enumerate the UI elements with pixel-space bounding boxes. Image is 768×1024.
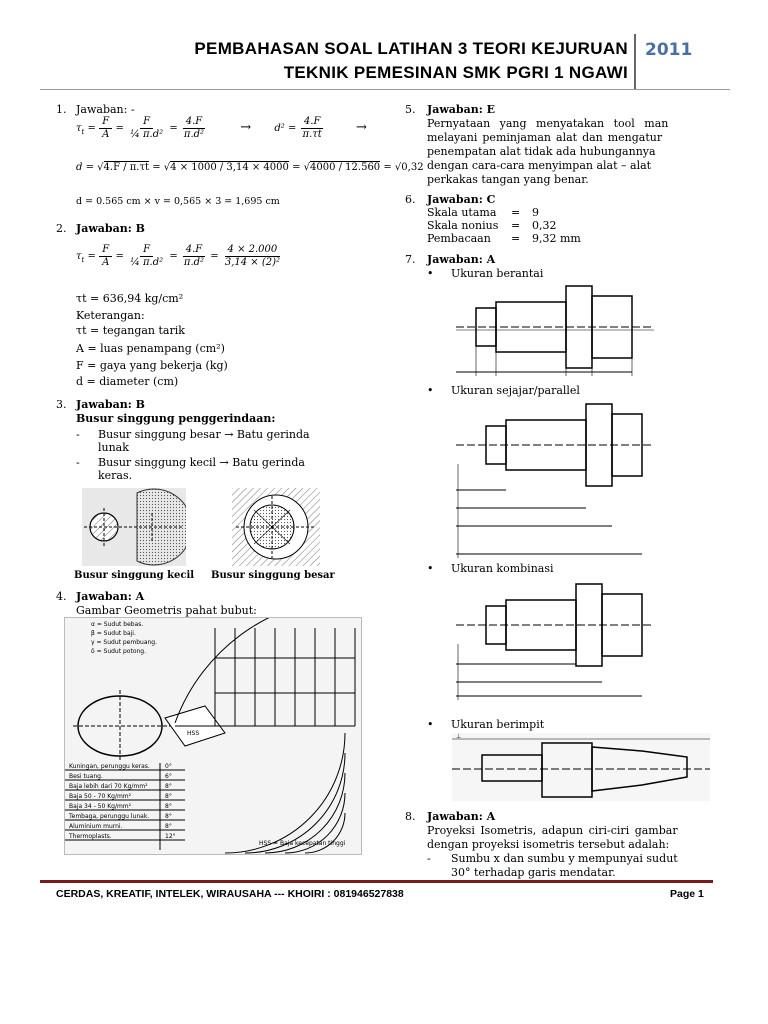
q6-row-1-eq: = xyxy=(511,206,521,219)
q3-bullet-2a: Busur singgung kecil → Batu gerinda xyxy=(98,456,305,469)
q7-item-1: Ukuran berantai xyxy=(451,267,544,280)
q4-number: 4. xyxy=(56,590,67,603)
q8-bullet-1: Sumbu x dan sumbu y mempunyai sudut xyxy=(451,852,678,865)
q5-line-5: perkakas tangan yang benar. xyxy=(427,173,589,186)
q6-title: Jawaban: C xyxy=(427,193,496,206)
q6-row-2-eq: = xyxy=(511,219,521,232)
footer-page: Page 1 xyxy=(670,888,704,900)
q3-bullet-1a: Busur singgung besar → Batu gerinda xyxy=(98,428,310,441)
q3-bullet-1b: lunak xyxy=(98,441,129,454)
q1-v2: 4 × 1000 / 3,14 × 4000 xyxy=(170,162,289,173)
hss-note: HSS = Baja kecepatan tinggi xyxy=(259,840,346,847)
q1-f4-den: π.d² xyxy=(183,129,205,140)
q2-result: τt = 636,94 kg/cm² xyxy=(76,292,184,305)
material-row-5: Baja 34 - 50 Kg/mm² xyxy=(69,803,132,810)
header-line-1: PEMBAHASAN SOAL LATIHAN 3 TEORI KEJURUAN xyxy=(194,39,628,58)
material-row-1: Kuningan, perunggu keras. xyxy=(69,763,150,770)
q7-bullet-4: • xyxy=(427,718,434,731)
q2-keterangan: Keterangan: xyxy=(76,309,145,322)
q2-formula: $\tau_t$ = $\frac{F}{A}$ = $\frac{F}{\text{¼ π.d²}}$ = $\frac{4.F}{\text{π.d²}}$ = $\frac{4 \times 2.000}{\text{3,14 × (2)²}}$ xyxy=(76,244,283,269)
q3-number: 3. xyxy=(56,398,67,411)
q2-ket-3: F = gaya yang bekerja (kg) xyxy=(76,359,228,372)
angle-row-2: 6° xyxy=(165,773,172,780)
angle-row-3: 8° xyxy=(165,783,172,790)
legend-gamma: γ = Sudut pembuang. xyxy=(91,639,158,646)
legend-alpha: α = Sudut bebas. xyxy=(91,621,144,628)
grinding-small-arc-figure xyxy=(82,488,186,566)
q7-bullet-3: • xyxy=(427,562,434,575)
q7-bullet-2: • xyxy=(427,384,434,397)
q3-title: Jawaban: B xyxy=(76,398,145,411)
legend-delta: δ = Sudut potong. xyxy=(91,648,147,655)
q2-num1: 4 × 2.000 xyxy=(225,244,281,257)
q1-f-num: F xyxy=(99,116,112,129)
q6-row-1-label: Skala utama xyxy=(427,206,497,219)
q1-f-den: A xyxy=(102,129,110,140)
q6-row-2-label: Skala nonius xyxy=(427,219,499,232)
q7-item-2: Ukuran sejajar/parallel xyxy=(451,384,580,397)
q8-number: 8. xyxy=(405,810,416,823)
footer-rule xyxy=(40,880,713,883)
angle-row-1: 0° xyxy=(165,763,172,770)
material-row-2: Besi tuang. xyxy=(69,773,103,780)
legend-beta: β = Sudut baji. xyxy=(91,630,136,637)
footer-motto: CERDAS, KREATIF, INTELEK, WIRAUSAHA --- KHOIRI : 081946527838 xyxy=(56,888,404,900)
shaft-chain-dimension-figure xyxy=(456,280,654,378)
caption-large-arc: Busur singgung besar xyxy=(211,570,335,581)
material-row-3: Baja lebih dari 70 Kg/mm² xyxy=(69,783,148,790)
material-row-6: Tembaga, perunggu lunak. xyxy=(69,813,150,820)
q8-line-1: Proyeksi Isometris, adapun ciri-ciri gambar xyxy=(427,824,678,837)
q5-line-2: melayani peminjaman alat dan mengatur xyxy=(427,131,663,144)
q1-number: 1. xyxy=(56,103,67,116)
q6-row-3-val: 9,32 mm xyxy=(532,232,581,245)
q3-subtitle: Busur singgung penggerindaan: xyxy=(76,412,276,425)
q5-number: 5. xyxy=(405,103,416,116)
q1-title: Jawaban: - xyxy=(76,103,135,116)
q8-bullet-2: 30° terhadap garis mendatar. xyxy=(451,866,616,879)
q5-line-3: penempatan alat tidak ada hubungannya xyxy=(427,145,656,158)
angle-row-8: 12° xyxy=(165,833,176,840)
q1-d2-label: d² = xyxy=(274,123,297,134)
q1-result: d = 0.565 cm × v = 0,565 × 3 = 1,695 cm xyxy=(76,196,280,207)
grinding-large-arc-figure xyxy=(232,488,320,566)
q7-item-4: Ukuran berimpit xyxy=(451,718,545,731)
q3-bullet-1-dash: - xyxy=(76,428,80,441)
q2-ket-2: A = luas penampang (cm²) xyxy=(76,342,225,355)
q8-title: Jawaban: A xyxy=(427,810,496,823)
q5-title: Jawaban: E xyxy=(427,103,496,116)
q1-v1: 4.F / π.τt xyxy=(103,162,150,173)
q6-row-2-val: 0,32 xyxy=(532,219,557,232)
header-divider xyxy=(634,34,636,89)
q5-line-1: Pernyataan yang menyatakan tool man xyxy=(427,117,669,130)
q1-formula-1: $\tau_t$ = $\frac{F}{A}$ = $\frac{F}{\text{¼ π.d²}}$ = $\frac{4.F}{\text{π.d²}}$ → d² = $\frac{4.F}{\pi.\tau t}$ → xyxy=(76,116,367,140)
q1-v3: 4000 / 12.560 xyxy=(310,162,381,173)
q2-ket-4: d = diameter (cm) xyxy=(76,375,179,388)
q2-number: 2. xyxy=(56,222,67,235)
q7-bullet-1: • xyxy=(427,267,434,280)
q4-title: Jawaban: A xyxy=(76,590,145,603)
angle-row-6: 8° xyxy=(165,813,172,820)
q2-title: Jawaban: B xyxy=(76,222,145,235)
q6-row-3-label: Pembacaan xyxy=(427,232,491,245)
material-row-4: Baja 50 - 70 Kg/mm² xyxy=(69,793,132,800)
shaft-combination-dimension-figure xyxy=(456,578,654,700)
q8-line-2: dengan proyeksi isometris tersebut adalah: xyxy=(427,838,670,851)
q1-formula-2: d = √4.F / π.τt = √4 × 1000 / 3,14 × 4000 = √4000 / 12.560 = √0,32 xyxy=(76,162,424,173)
angle-row-5: 8° xyxy=(165,803,172,810)
shaft-parallel-dimension-figure xyxy=(456,398,654,562)
shaft-overlap-dimension-figure xyxy=(452,733,710,801)
header-rule xyxy=(40,89,730,90)
q6-row-3-eq: = xyxy=(511,232,521,245)
header-line-2: TEKNIK PEMESINAN SMK PGRI 1 NGAWI xyxy=(283,63,628,82)
q1-v4: √0,32 xyxy=(394,162,424,173)
q1-d-label: d = xyxy=(76,162,94,173)
q3-bullet-2-dash: - xyxy=(76,456,80,469)
angle-row-7: 8° xyxy=(165,823,172,830)
q7-title: Jawaban: A xyxy=(427,253,496,266)
q1-f4-num: 4.F xyxy=(183,116,205,129)
material-row-8: Thermoplasts. xyxy=(69,833,112,840)
q8-bullet-dash: - xyxy=(427,852,431,865)
q3-bullet-2b: keras. xyxy=(98,469,133,482)
lathe-tool-geometry-figure xyxy=(64,617,362,855)
hss-tag: HSS xyxy=(187,730,200,737)
angle-row-4: 8° xyxy=(165,793,172,800)
q6-number: 6. xyxy=(405,193,416,206)
svg-text:⊥: ⊥ xyxy=(456,733,462,740)
q2-ket-1: τt = tegangan tarik xyxy=(76,324,185,337)
q7-number: 7. xyxy=(405,253,416,266)
q1-arrow-2: → xyxy=(356,120,367,135)
q7-item-3: Ukuran kombinasi xyxy=(451,562,554,575)
q6-row-1-val: 9 xyxy=(532,206,539,219)
q1-arrow-1: → xyxy=(240,120,252,135)
q4-text: Gambar Geometris pahat bubut: xyxy=(76,604,257,617)
header-year: 2011 xyxy=(645,40,693,60)
material-row-7: Aluminium murni. xyxy=(69,823,123,830)
caption-small-arc: Busur singgung kecil xyxy=(74,570,195,581)
q5-line-4: dengan cara-cara menyimpan alat – alat xyxy=(427,159,652,172)
q2-den1: 3,14 × (2)² xyxy=(224,257,281,268)
